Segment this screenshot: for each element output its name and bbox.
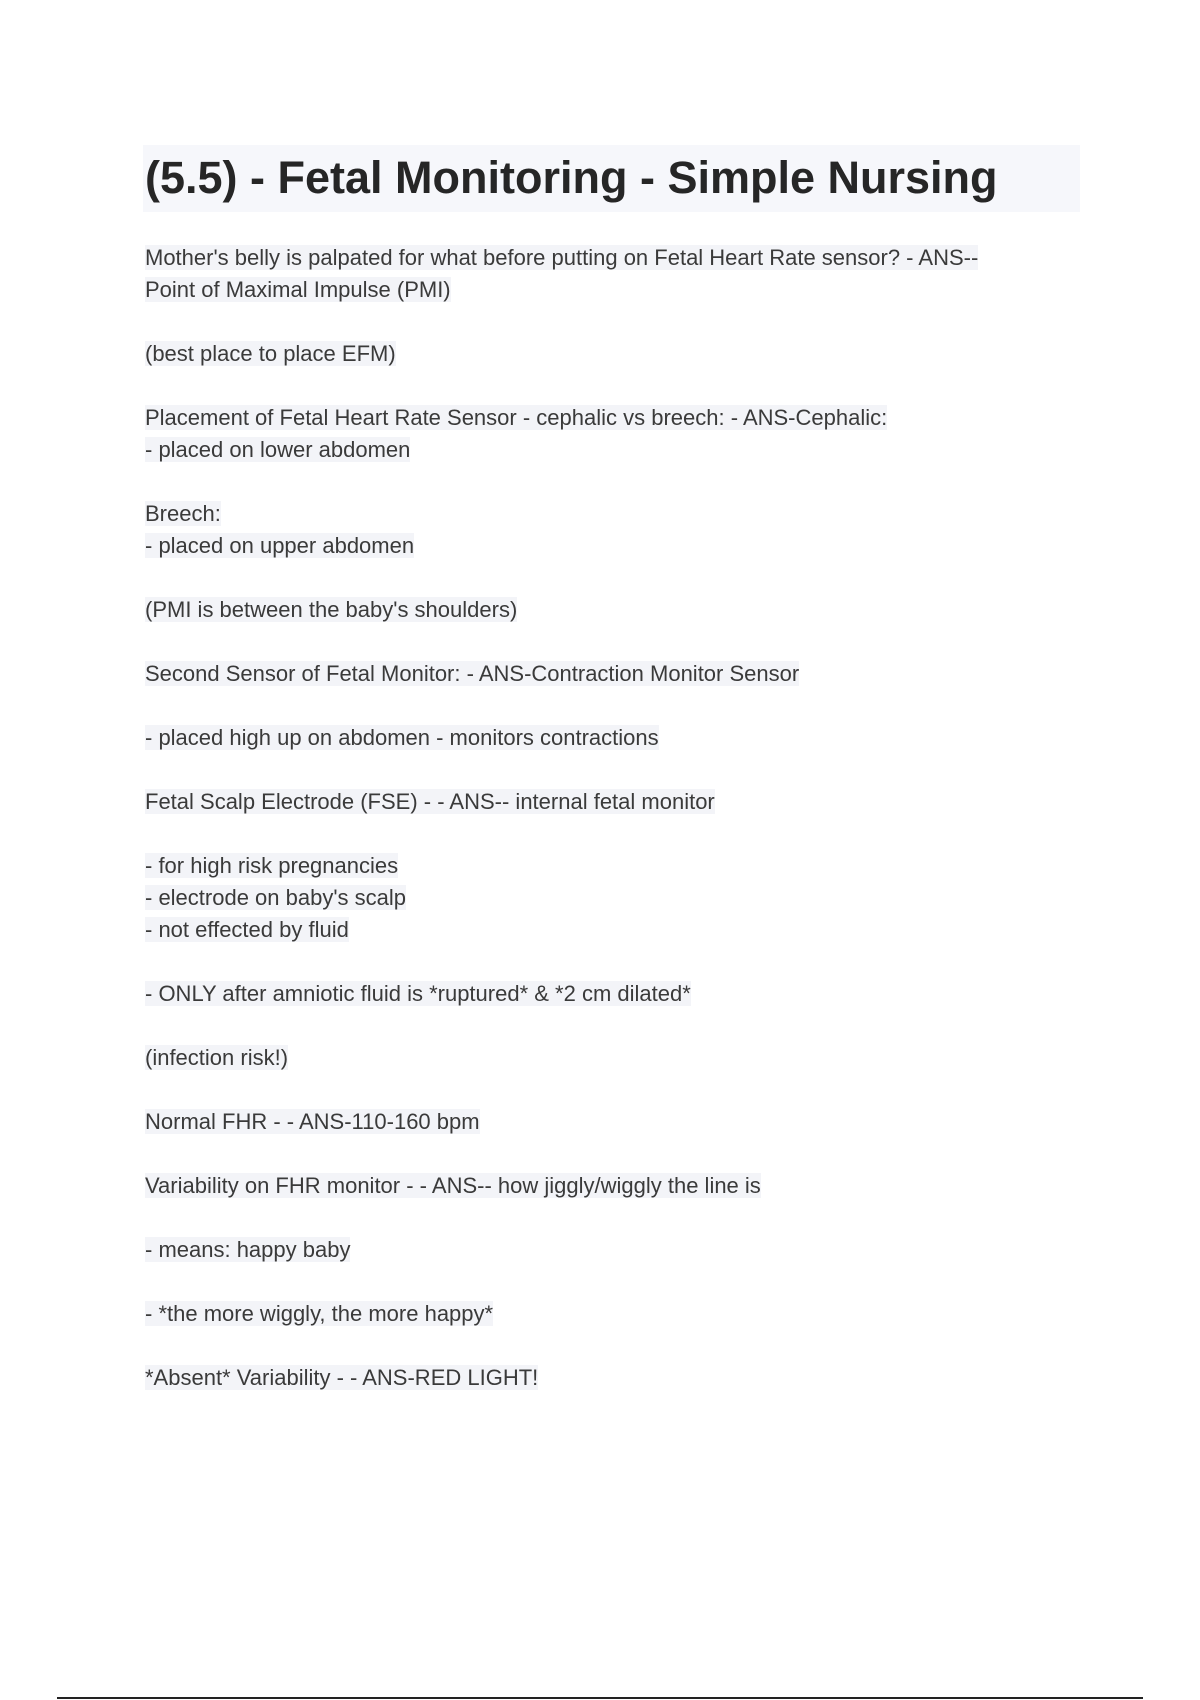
text-line: (PMI is between the baby's shoulders) bbox=[145, 597, 518, 622]
text-line: - placed high up on abdomen - monitors contractions bbox=[145, 725, 659, 750]
text-line: Second Sensor of Fetal Monitor: - ANS-Contraction Monitor Sensor bbox=[145, 661, 800, 686]
text-line: - not effected by fluid bbox=[145, 917, 349, 942]
text-line: Mother's belly is palpated for what before putting on Fetal Heart Rate sensor? - ANS-- bbox=[145, 245, 979, 270]
text-line: *Absent* Variability - - ANS-RED LIGHT! bbox=[145, 1365, 539, 1390]
text-line: - electrode on baby's scalp bbox=[145, 885, 407, 910]
text-line: Variability on FHR monitor - - ANS-- how jiggly/wiggly the line is bbox=[145, 1173, 761, 1198]
text-line: - placed on upper abdomen bbox=[145, 533, 415, 558]
text-line: (infection risk!) bbox=[145, 1045, 289, 1070]
text-line: Placement of Fetal Heart Rate Sensor - cephalic vs breech: - ANS-Cephalic: bbox=[145, 405, 888, 430]
text-line: Breech: bbox=[145, 501, 221, 526]
text-line: - for high risk pregnancies bbox=[145, 853, 399, 878]
text-line: Point of Maximal Impulse (PMI) bbox=[145, 277, 451, 302]
text-line: - means: happy baby bbox=[145, 1237, 351, 1262]
text-line: Normal FHR - - ANS-110-160 bpm bbox=[145, 1109, 480, 1134]
text-line: - placed on lower abdomen bbox=[145, 437, 411, 462]
document-body bbox=[145, 242, 1095, 1394]
text-line: - *the more wiggly, the more happy* bbox=[145, 1301, 494, 1326]
text-line: (best place to place EFM) bbox=[145, 341, 396, 366]
page-title: (5.5) - Fetal Monitoring - Simple Nursing bbox=[145, 152, 998, 203]
text-line: - ONLY after amniotic fluid is *ruptured* & *2 cm dilated* bbox=[145, 981, 691, 1006]
text-line: Fetal Scalp Electrode (FSE) - - ANS-- internal fetal monitor bbox=[145, 789, 715, 814]
footer-divider bbox=[57, 1697, 1143, 1699]
title-block bbox=[143, 145, 1080, 212]
